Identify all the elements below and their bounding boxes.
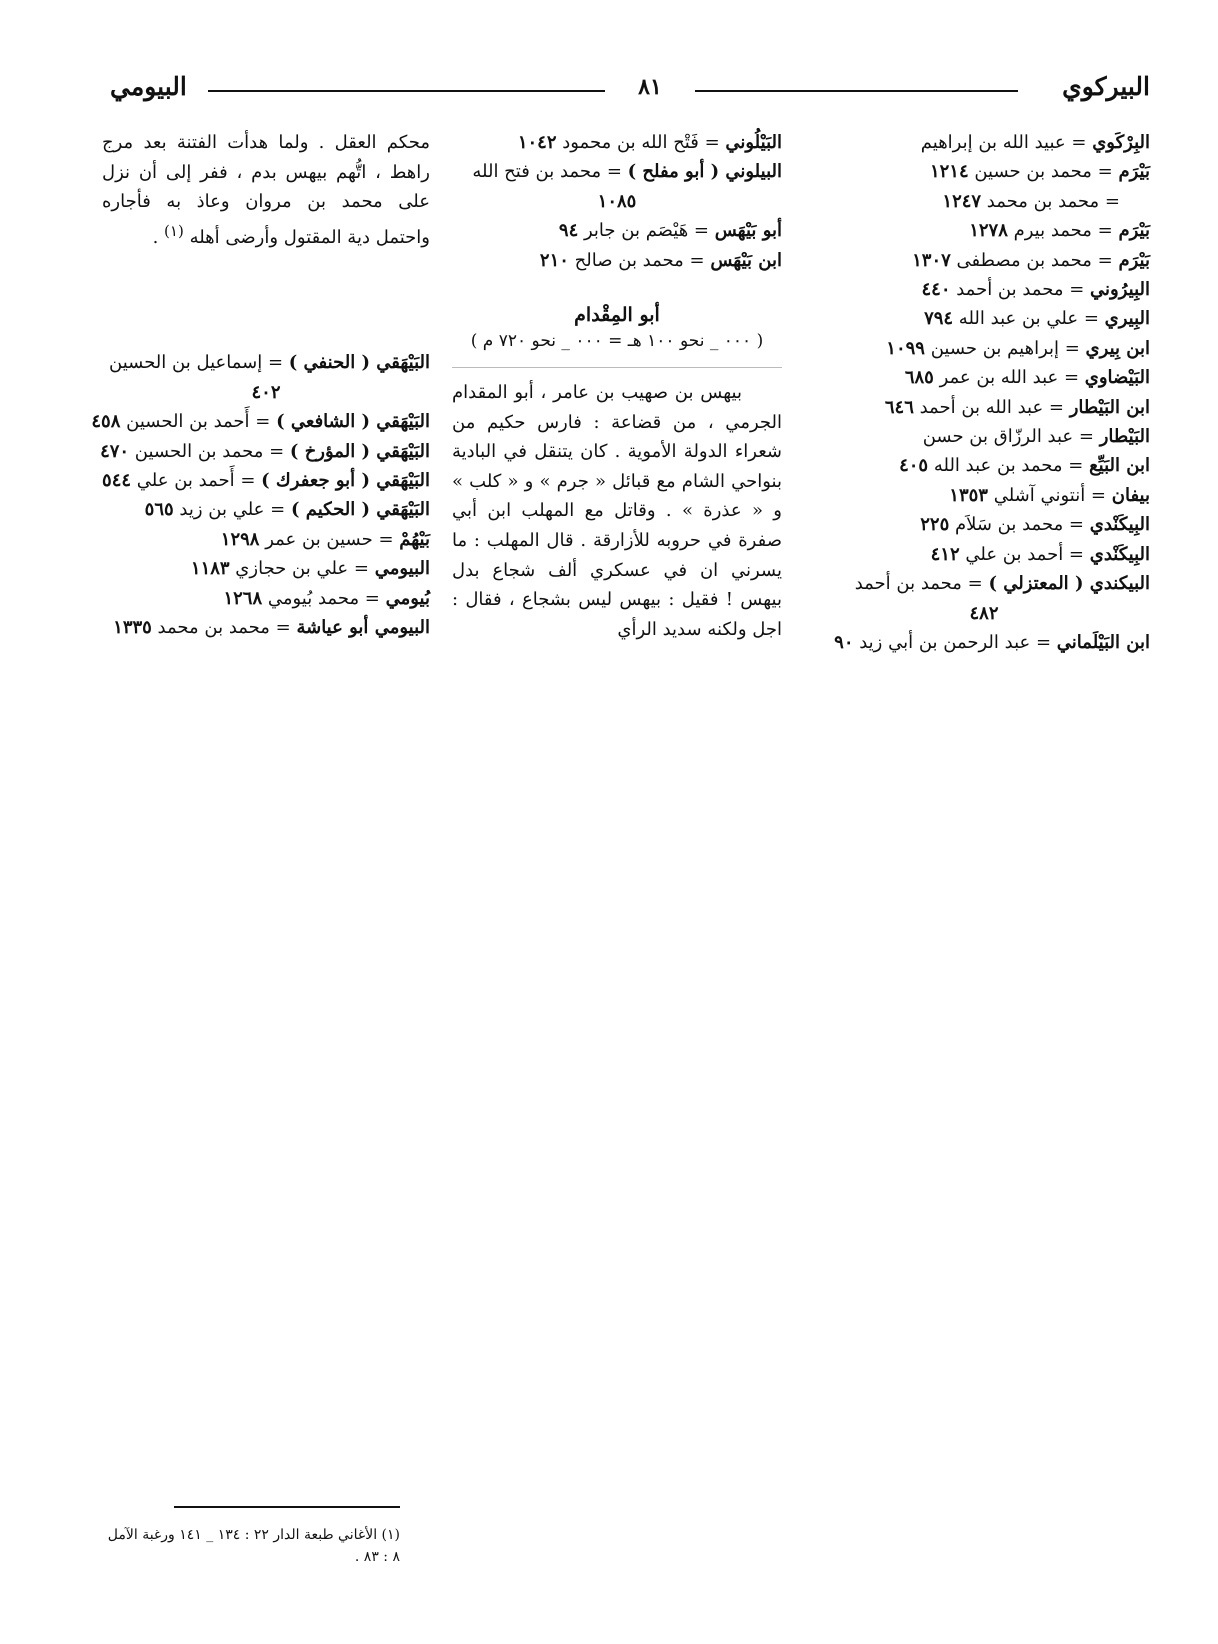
entry-number: ٦٨٥ [904,367,934,389]
entry-number: ١١٨٣ [190,558,230,580]
entry-name: = محمد بُيومي [262,587,386,609]
index-entry [818,393,1150,422]
entry-headword: البَيْلُوني [725,132,782,153]
entry-name: = محمد بن مصطفى [950,249,1119,271]
entry-name: = محمد بن محمد [981,190,1120,212]
index-entry [102,525,430,554]
entry-name: = علي بن زيد [173,499,291,521]
entry-headword: أبو بَيْهَس [714,220,782,242]
entry-name: = أَحمد بن علي [131,470,262,491]
entry-number: ١٣٠٧ [912,249,951,271]
entry-headword: البَيْهَقي ( المؤرخ ) [289,440,430,462]
entry-name: = محمد بن عبد الله [928,455,1090,477]
entry-number: ٤٤٠ [921,279,951,301]
entry-headword: بَيْهُمْ [399,528,430,550]
entry-name: = محمد بن حسين [968,161,1119,183]
entry-name: = محمد بن صالح [568,249,711,271]
entry-name: = عبد الله بن أحمد [913,396,1070,418]
entry-headword: ابن بَيْهَس [710,249,782,271]
index-entry [452,246,782,275]
entry-number: ٩٠ [834,631,854,653]
entry-headword: البيلوني ( أبو مفلح ) [627,161,782,183]
index-entry [818,246,1150,275]
index-entry [818,334,1150,363]
index-entry [818,628,1150,657]
footnote-rule [174,1506,400,1508]
index-entry [818,157,1150,186]
bio-continuation-text: محكم العقل . ولما هدأت الفتنة بعد مرج راهط ، اتُّهم بيهس بدم ، ففر إلى أن نزل على محمد بن مروان وعاذ به فأجاره واحتمل دية المقتول وأرضى أهله [102,132,430,248]
index-entry [818,216,1150,245]
bio-continuation-end: . [152,226,165,248]
index-entry [102,348,430,407]
index-entry [818,363,1150,392]
entry-name: = أنتوني آشلي [987,484,1112,506]
entry-headword: البيكندي ( المعتزلي ) [988,573,1150,595]
entry-headword: البيومي أبو عياشة [296,617,430,639]
entry-headword: ابن البَيِّع [1089,455,1150,477]
index-entry [818,540,1150,569]
bio-divider [452,367,782,368]
entry-headword: بيفان [1111,484,1150,506]
index-entry [102,437,430,466]
index-entry [818,569,1150,628]
entry-headword: البَيْطار [1099,426,1150,448]
entry-number: ٩٤ [558,220,579,242]
index-entry [818,275,1150,304]
bio-title: أبو المِقْدام [574,304,660,327]
left-entries [91,348,430,642]
entry-headword: ابن البَيْلَماني [1056,631,1150,653]
entry-name: = محمد بن أحمد [854,573,989,595]
index-entry [102,466,430,495]
entry-name: = محمد بن فتح الله [472,161,628,183]
entry-number: ٤٥٨ [91,411,121,433]
index-entry [102,495,430,524]
entry-number: ١٢٧٨ [969,220,1008,242]
entry-headword: ابن بِيري [1085,337,1150,359]
footnote-marker: (١) [164,221,184,240]
entry-name: = محمد بيرم [1007,220,1119,242]
index-entry [818,304,1150,333]
entry-number: ٤٨٢ [969,602,999,624]
entry-name: = محمد بن محمد [151,617,297,639]
entry-number: ٥٦٥ [144,499,174,521]
left-column [91,128,430,642]
entry-number: ٤١٢ [930,543,960,565]
entry-headword: البَيْهَقي ( أبو جعفرك ) [261,470,430,491]
index-entry [452,157,782,216]
header-left-word: البيومي [110,72,187,101]
entry-name: = عبد الرحمن بن أبي زيد [853,631,1057,653]
entry-headword: بُيومي [385,587,430,609]
page-number: ٨١ [610,74,690,100]
right-column [818,128,1150,657]
entry-number: ٦٤٦ [884,396,914,418]
entry-name: = علي بن حجازي [229,558,375,580]
entry-number: ١٢٩٨ [220,528,260,550]
entry-name: = إسماعيل بن الحسين [109,352,289,374]
entry-headword: بَيْرَم [1118,161,1150,183]
entry-headword: البِيري [1104,308,1150,330]
entry-headword: البِيكَنْدي [1089,543,1150,565]
header-rule-left [208,90,605,92]
entry-number: ٢٢٥ [920,514,950,536]
entry-number: ١٠٨٥ [597,190,637,212]
entry-name: = محمد بن أحمد [950,279,1090,301]
index-entry [91,407,430,436]
entry-number: ١٢١٤ [929,161,969,183]
entry-name: = أَحمد بن الحسين [120,411,277,433]
index-entry [452,216,782,245]
entry-number: ٧٩٤ [924,308,954,330]
footnote-line-1: (١) الأغاني طبعة الدار ٢٢ : ١٣٤ _ ١٤١ ورغبة الآمل [107,1527,400,1543]
entry-headword: البِرْكَوي [1092,132,1150,153]
footnote-line-2: ٨ : ٨٣ . [354,1549,400,1565]
bio-dates: ( ٠٠٠ _ نحو ١٠٠ هـ = ٠٠٠ _ نحو ٧٢٠ م ) [470,331,764,352]
page-header [110,72,1150,112]
entry-name: = هَيْصَم بن جابر [578,220,715,242]
entry-name: = عبد الرزّاق بن حسن [922,426,1100,448]
entry-headword: بَيْرَم [1118,249,1150,271]
index-entry [818,481,1150,510]
entry-headword: بَيْرَم [1118,220,1150,242]
index-entry [818,451,1150,480]
middle-entries [452,128,782,275]
entry-name: = عبيد الله بن إبراهيم [920,132,1093,153]
entry-number: ٤٧٠ [100,440,130,462]
entry-headword: البَيْهَقي ( الحنفي ) [288,352,430,374]
entry-number: ٥٤٤ [102,470,132,491]
index-entry [102,613,430,642]
header-right-word: البيركوي [1062,72,1150,101]
entry-name: = محمد بن الحسين [129,440,290,462]
entry-number: ١٢٤٧ [942,190,982,212]
entry-name: = علي بن عبد الله [953,308,1105,330]
entry-headword: البَيْهَقي ( الحكيم ) [290,499,430,521]
entry-name: = حسين بن عمر [259,528,400,550]
index-entry [102,554,430,583]
entry-number: ٤٠٢ [251,381,281,403]
bio-continuation [102,128,430,252]
entry-headword: البَيْضاوي [1084,367,1150,389]
index-entry [102,584,430,613]
entry-name: = فَتْح الله بن محمود [556,132,726,153]
index-entry [818,510,1150,539]
index-entry [818,128,1150,157]
entry-name: = عبد الله بن عمر [933,367,1085,389]
entry-number: ٤٠٥ [899,455,929,477]
middle-column [452,128,782,644]
footnote [80,1524,400,1568]
entry-number: ١٣٥٣ [949,484,988,506]
entry-name: = إبراهيم بن حسين [924,337,1086,359]
entry-headword: البِيكَنْدي [1089,514,1150,536]
bio-text: بيهس بن صهيب بن عامر ، أبو المقدام الجرمي ، من قضاعة : فارس حكيم من شعراء الدولة الأموية . كان يتنقل في البادية بنواحي الشام مع قبائل « جرم » و « كلب » و « عذرة » . وقاتل مع المهلب ابن أبي صفرة في حروبه للأزارقة . قال المهلب : ما يسرني ان في عسكري ألف شجاع بدل بيهس ! فقيل : بيهس ليس بشجاع ، فقال : اجل ولكنه سديد الرأي [452,382,782,640]
index-entry [818,422,1150,451]
entry-number: ٢١٠ [539,249,569,271]
entry-headword: ابن البَيْطار [1069,396,1150,418]
entry-name: = محمد بن سَلاَم [949,514,1090,536]
header-rule-right [695,90,1018,92]
index-entry [818,187,1150,216]
index-entry [452,128,782,157]
entry-number: ١٣٣٥ [113,617,152,639]
entry-number: ١٠٤٢ [517,132,557,153]
entry-headword: البيومي [374,558,430,580]
entry-headword: البَيْهَقي ( الشافعي ) [276,411,430,433]
entry-name: = أحمد بن علي [959,543,1090,565]
entry-number: ١٢٦٨ [223,587,263,609]
entry-headword: البِيرُوني [1090,279,1150,301]
entry-number: ١٠٩٩ [886,337,925,359]
